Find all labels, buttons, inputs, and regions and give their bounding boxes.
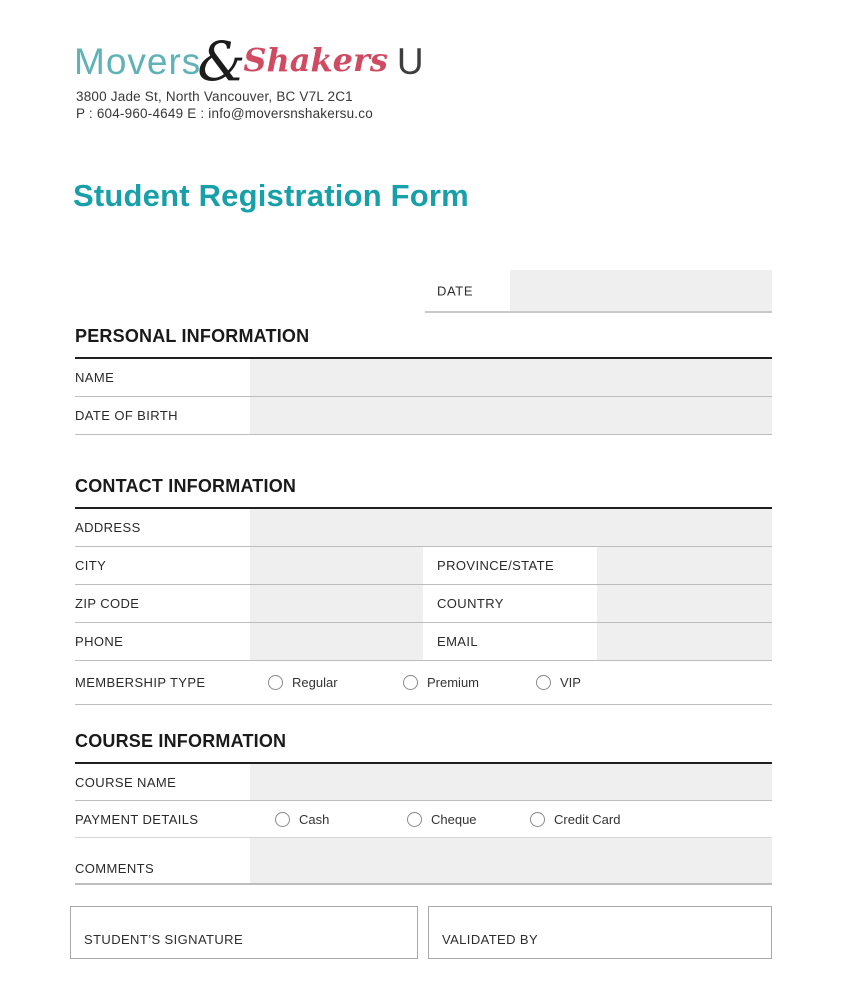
payment-options bbox=[250, 801, 772, 837]
brand-address-block bbox=[76, 89, 373, 122]
payment-option-credit-card[interactable] bbox=[530, 812, 620, 827]
membership-premium-label: Premium bbox=[427, 675, 480, 690]
payment-details-label: PAYMENT DETAILS bbox=[75, 811, 199, 827]
radio-cheque-icon[interactable] bbox=[407, 812, 422, 827]
date-input[interactable] bbox=[510, 270, 772, 311]
payment-option-cash[interactable] bbox=[275, 812, 407, 827]
city-label: CITY bbox=[75, 558, 107, 573]
validated-by-label: VALIDATED BY bbox=[442, 932, 539, 947]
section-contact-information bbox=[75, 476, 772, 705]
brand-header bbox=[74, 24, 424, 93]
radio-credit-card-icon[interactable] bbox=[530, 812, 545, 827]
province-state-label: PROVINCE/STATE bbox=[437, 558, 555, 573]
form-row-phone-email bbox=[75, 623, 772, 661]
zip-code-label: ZIP CODE bbox=[75, 596, 140, 611]
radio-premium-icon[interactable] bbox=[403, 675, 418, 690]
date-label: DATE bbox=[437, 283, 474, 298]
address-input[interactable] bbox=[250, 509, 772, 546]
course-name-label: COURSE NAME bbox=[75, 774, 177, 790]
payment-cash-label: Cash bbox=[299, 811, 330, 827]
form-row-zip-country bbox=[75, 585, 772, 623]
form-row-course-name bbox=[75, 764, 772, 801]
logo-ampersand-icon: & bbox=[197, 30, 246, 93]
comments-label: COMMENTS bbox=[75, 861, 155, 876]
form-row-city-province bbox=[75, 547, 772, 585]
date-of-birth-label: DATE OF BIRTH bbox=[75, 408, 178, 423]
phone-input[interactable] bbox=[250, 623, 423, 660]
payment-cheque-label: Cheque bbox=[431, 811, 477, 827]
form-row-date-of-birth bbox=[75, 397, 772, 435]
brand-address: 3800 Jade St, North Vancouver, BC V7L 2C1 bbox=[76, 89, 353, 104]
radio-regular-icon[interactable] bbox=[268, 675, 283, 690]
student-signature-box[interactable] bbox=[70, 906, 418, 959]
contact-information-heading: CONTACT INFORMATION bbox=[75, 476, 772, 509]
brand-phone-email: P : 604-960-4649 E : info@moversnshakersu.co bbox=[76, 105, 373, 121]
student-signature-label: STUDENT’S SIGNATURE bbox=[84, 932, 244, 947]
form-row-name bbox=[75, 359, 772, 397]
radio-cash-icon[interactable] bbox=[275, 812, 290, 827]
membership-vip-label: VIP bbox=[560, 675, 581, 690]
radio-vip-icon[interactable] bbox=[536, 675, 551, 690]
country-input[interactable] bbox=[597, 585, 772, 622]
logo-movers: Movers bbox=[74, 41, 202, 82]
membership-option-premium[interactable] bbox=[403, 675, 536, 690]
form-row-membership-type bbox=[75, 661, 772, 705]
page-title: Student Registration Form bbox=[73, 178, 469, 213]
payment-credit-card-label: Credit Card bbox=[554, 811, 621, 827]
logo-shakers: Shakers bbox=[243, 41, 388, 79]
form-row-address bbox=[75, 509, 772, 547]
logo-u: U bbox=[396, 41, 424, 82]
course-name-input[interactable] bbox=[250, 764, 772, 800]
name-label: NAME bbox=[75, 370, 115, 385]
section-course-information bbox=[75, 731, 772, 885]
city-input[interactable] bbox=[250, 547, 423, 584]
email-label: EMAIL bbox=[437, 634, 479, 649]
name-input[interactable] bbox=[250, 359, 772, 396]
phone-label: PHONE bbox=[75, 634, 124, 649]
zip-code-input[interactable] bbox=[250, 585, 423, 622]
country-label: COUNTRY bbox=[437, 596, 504, 611]
membership-option-vip[interactable] bbox=[536, 675, 581, 690]
comments-input[interactable] bbox=[250, 838, 772, 883]
date-row bbox=[425, 270, 772, 313]
date-of-birth-input[interactable] bbox=[250, 397, 772, 434]
address-label: ADDRESS bbox=[75, 520, 141, 535]
membership-regular-label: Regular bbox=[292, 675, 338, 690]
course-information-heading: COURSE INFORMATION bbox=[75, 731, 772, 764]
section-personal-information bbox=[75, 326, 772, 435]
validated-by-box[interactable] bbox=[428, 906, 772, 959]
membership-options bbox=[250, 661, 772, 704]
form-row-payment-details bbox=[75, 801, 772, 838]
personal-information-heading: PERSONAL INFORMATION bbox=[75, 326, 772, 359]
form-row-comments bbox=[75, 838, 772, 885]
payment-option-cheque[interactable] bbox=[407, 812, 530, 827]
membership-type-label: MEMBERSHIP TYPE bbox=[75, 675, 206, 690]
membership-option-regular[interactable] bbox=[268, 675, 403, 690]
province-state-input[interactable] bbox=[597, 547, 772, 584]
email-input[interactable] bbox=[597, 623, 772, 660]
